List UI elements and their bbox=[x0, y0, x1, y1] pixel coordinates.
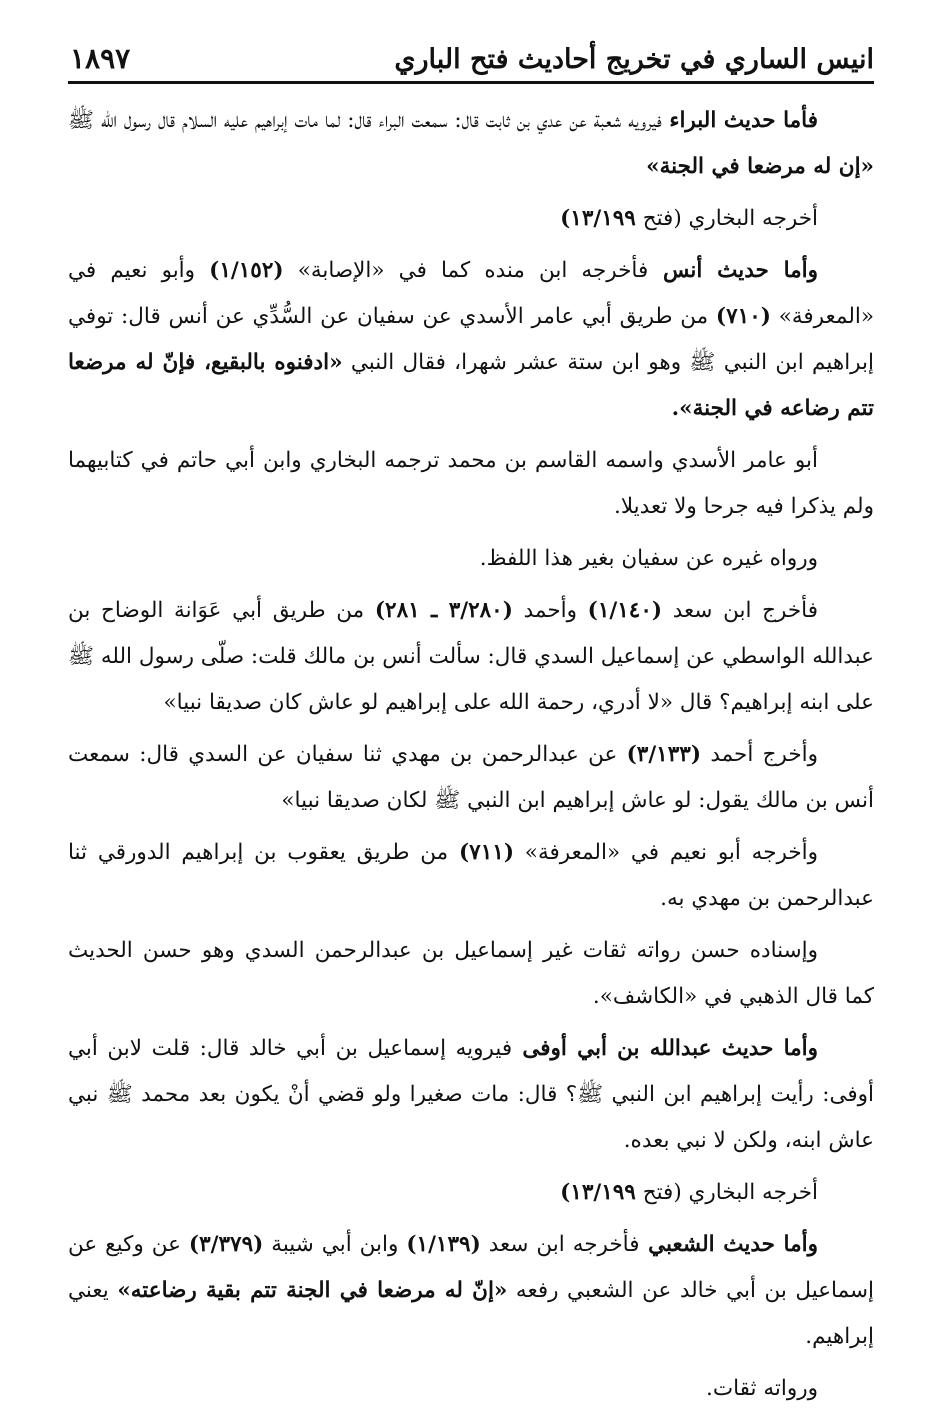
bold-text: ١٣/١٩٩) bbox=[560, 206, 636, 231]
text-run: فيرويه شعبة عن عدي بن ثابت قال: سمعت البراء قال: لما مات إبراهيم عليه السلام قال رسول الله ﷺ bbox=[68, 108, 662, 133]
paragraph bbox=[68, 928, 874, 1020]
text-run: فيرويه إسماعيل بن أبي خالد قال: قلت لابن أبي أوفى: رأيت إبراهيم ابن النبي ﷺ؟ قال: مات صغيرا ولو قضي أنْ يكون بعد محمد ﷺ نبي عاش ابنه، ولكن لا نبي بعده. bbox=[68, 1036, 874, 1153]
main-text bbox=[68, 98, 874, 1418]
text-run: وأخرج أحمد bbox=[701, 742, 818, 767]
bold-text: وأما حديث الشعبي bbox=[639, 1232, 818, 1257]
bold-text: (١/١٥٢) bbox=[209, 258, 284, 283]
text-run: وأبو نعيم في «المعرفة» bbox=[68, 258, 874, 329]
bold-text: (٣/٣٧٩) bbox=[188, 1232, 264, 1257]
bold-text: (٣/١٣٣) bbox=[626, 742, 702, 767]
bold-text: (٣/٢٨٠ ـ ٢٨١) bbox=[374, 598, 513, 623]
text-run: ورواه غيره عن سفيان بغير هذا اللفظ. bbox=[479, 546, 818, 571]
text-run: عن عبدالرحمن بن مهدي ثنا سفيان عن السدي قال: سمعت أنس بن مالك يقول: لو عاش إبراهيم ابن النبي ﷺ لكان صديقا نبيا» bbox=[68, 742, 874, 813]
text-run: وأحمد bbox=[512, 598, 588, 623]
paragraph bbox=[68, 1026, 874, 1164]
text-run: أبو عامر الأسدي واسمه القاسم بن محمد ترجمه البخاري وابن أبي حاتم في كتابيهما ولم يذكرا فيه جرحا ولا تعديلا. bbox=[68, 448, 874, 519]
text-run: فأخرجه ابن سعد bbox=[480, 1232, 640, 1257]
text-run: وأخرجه أبو نعيم في «المعرفة» bbox=[514, 840, 818, 865]
page-header bbox=[68, 34, 874, 84]
paragraph bbox=[68, 588, 874, 726]
paragraph bbox=[68, 1366, 874, 1412]
bold-text: (١/١٣٩) bbox=[406, 1232, 481, 1257]
text-run: من طريق يعقوب بن إبراهيم الدورقي ثنا عبدالرحمن بن مهدي به. bbox=[68, 840, 874, 911]
page-number: ١٨٩٧ bbox=[70, 42, 131, 75]
book-title: انيس الساري في تخريج أحاديث فتح الباري bbox=[394, 44, 874, 75]
text-run: وإسناده حسن رواته ثقات غير إسماعيل بن عبدالرحمن السدي وهو حسن الحديث كما قال الذهبي في «الكاشف». bbox=[68, 938, 874, 1009]
text-run: وابن أبي شيبة bbox=[263, 1232, 407, 1257]
paragraph bbox=[68, 248, 874, 432]
bold-text: (٧١١) bbox=[458, 840, 514, 865]
text-run: من طريق أبي عامر الأسدي عن سفيان عن السُّدِّي عن أنس قال: توفي إبراهيم ابن النبي ﷺ وهو ابن ستة عشر شهرا، فقال النبي bbox=[68, 304, 874, 375]
text-run: ورواته ثقات. bbox=[706, 1376, 818, 1401]
paragraph bbox=[68, 732, 874, 824]
text-run: فأخرج ابن سعد bbox=[662, 598, 818, 623]
header-divider bbox=[68, 81, 874, 84]
paragraph bbox=[68, 196, 874, 242]
text-run: من طريق أبي عَوَانة الوضاح بن عبدالله الواسطي عن إسماعيل السدي قال: سألت أنس بن مالك قلت: صلّى رسول الله ﷺ على ابنه إبراهيم؟ قال «لا أدري، رحمة الله على إبراهيم لو عاش كان صديقا نبيا» bbox=[68, 598, 874, 715]
paragraph bbox=[68, 98, 874, 190]
paragraph bbox=[68, 1222, 874, 1360]
text-run: يعني إبراهيم. bbox=[68, 1278, 874, 1349]
text-run: أخرجه البخاري (فتح bbox=[635, 206, 818, 231]
bold-text: «ادفنوه بالبقيع، فإنّ له مرضعا تتم رضاعه في الجنة». bbox=[68, 350, 874, 421]
bold-text: «إن له مرضعا في الجنة» bbox=[646, 154, 874, 179]
bold-text: ١٣/١٩٩) bbox=[560, 1180, 636, 1205]
paragraph bbox=[68, 438, 874, 530]
bold-text: «إنّ له مرضعا في الجنة تتم بقية رضاعته» bbox=[117, 1278, 508, 1303]
paragraph bbox=[68, 830, 874, 922]
text-run: فأخرجه ابن منده كما في «الإصابة» bbox=[283, 258, 649, 283]
paragraph bbox=[68, 536, 874, 582]
bold-text: وأما حديث أنس bbox=[648, 258, 818, 283]
bold-text: فأما حديث البراء bbox=[661, 108, 818, 133]
text-run: أخرجه البخاري (فتح bbox=[635, 1180, 818, 1205]
bold-text: (٧١٠) bbox=[715, 304, 771, 329]
text-run: عن وكيع عن إسماعيل بن أبي خالد عن الشعبي رفعه bbox=[68, 1232, 874, 1303]
bold-text: وأما حديث عبدالله بن أبي أوفى bbox=[512, 1036, 819, 1061]
bold-text: (١/١٤٠) bbox=[587, 598, 663, 623]
paragraph bbox=[68, 1170, 874, 1216]
